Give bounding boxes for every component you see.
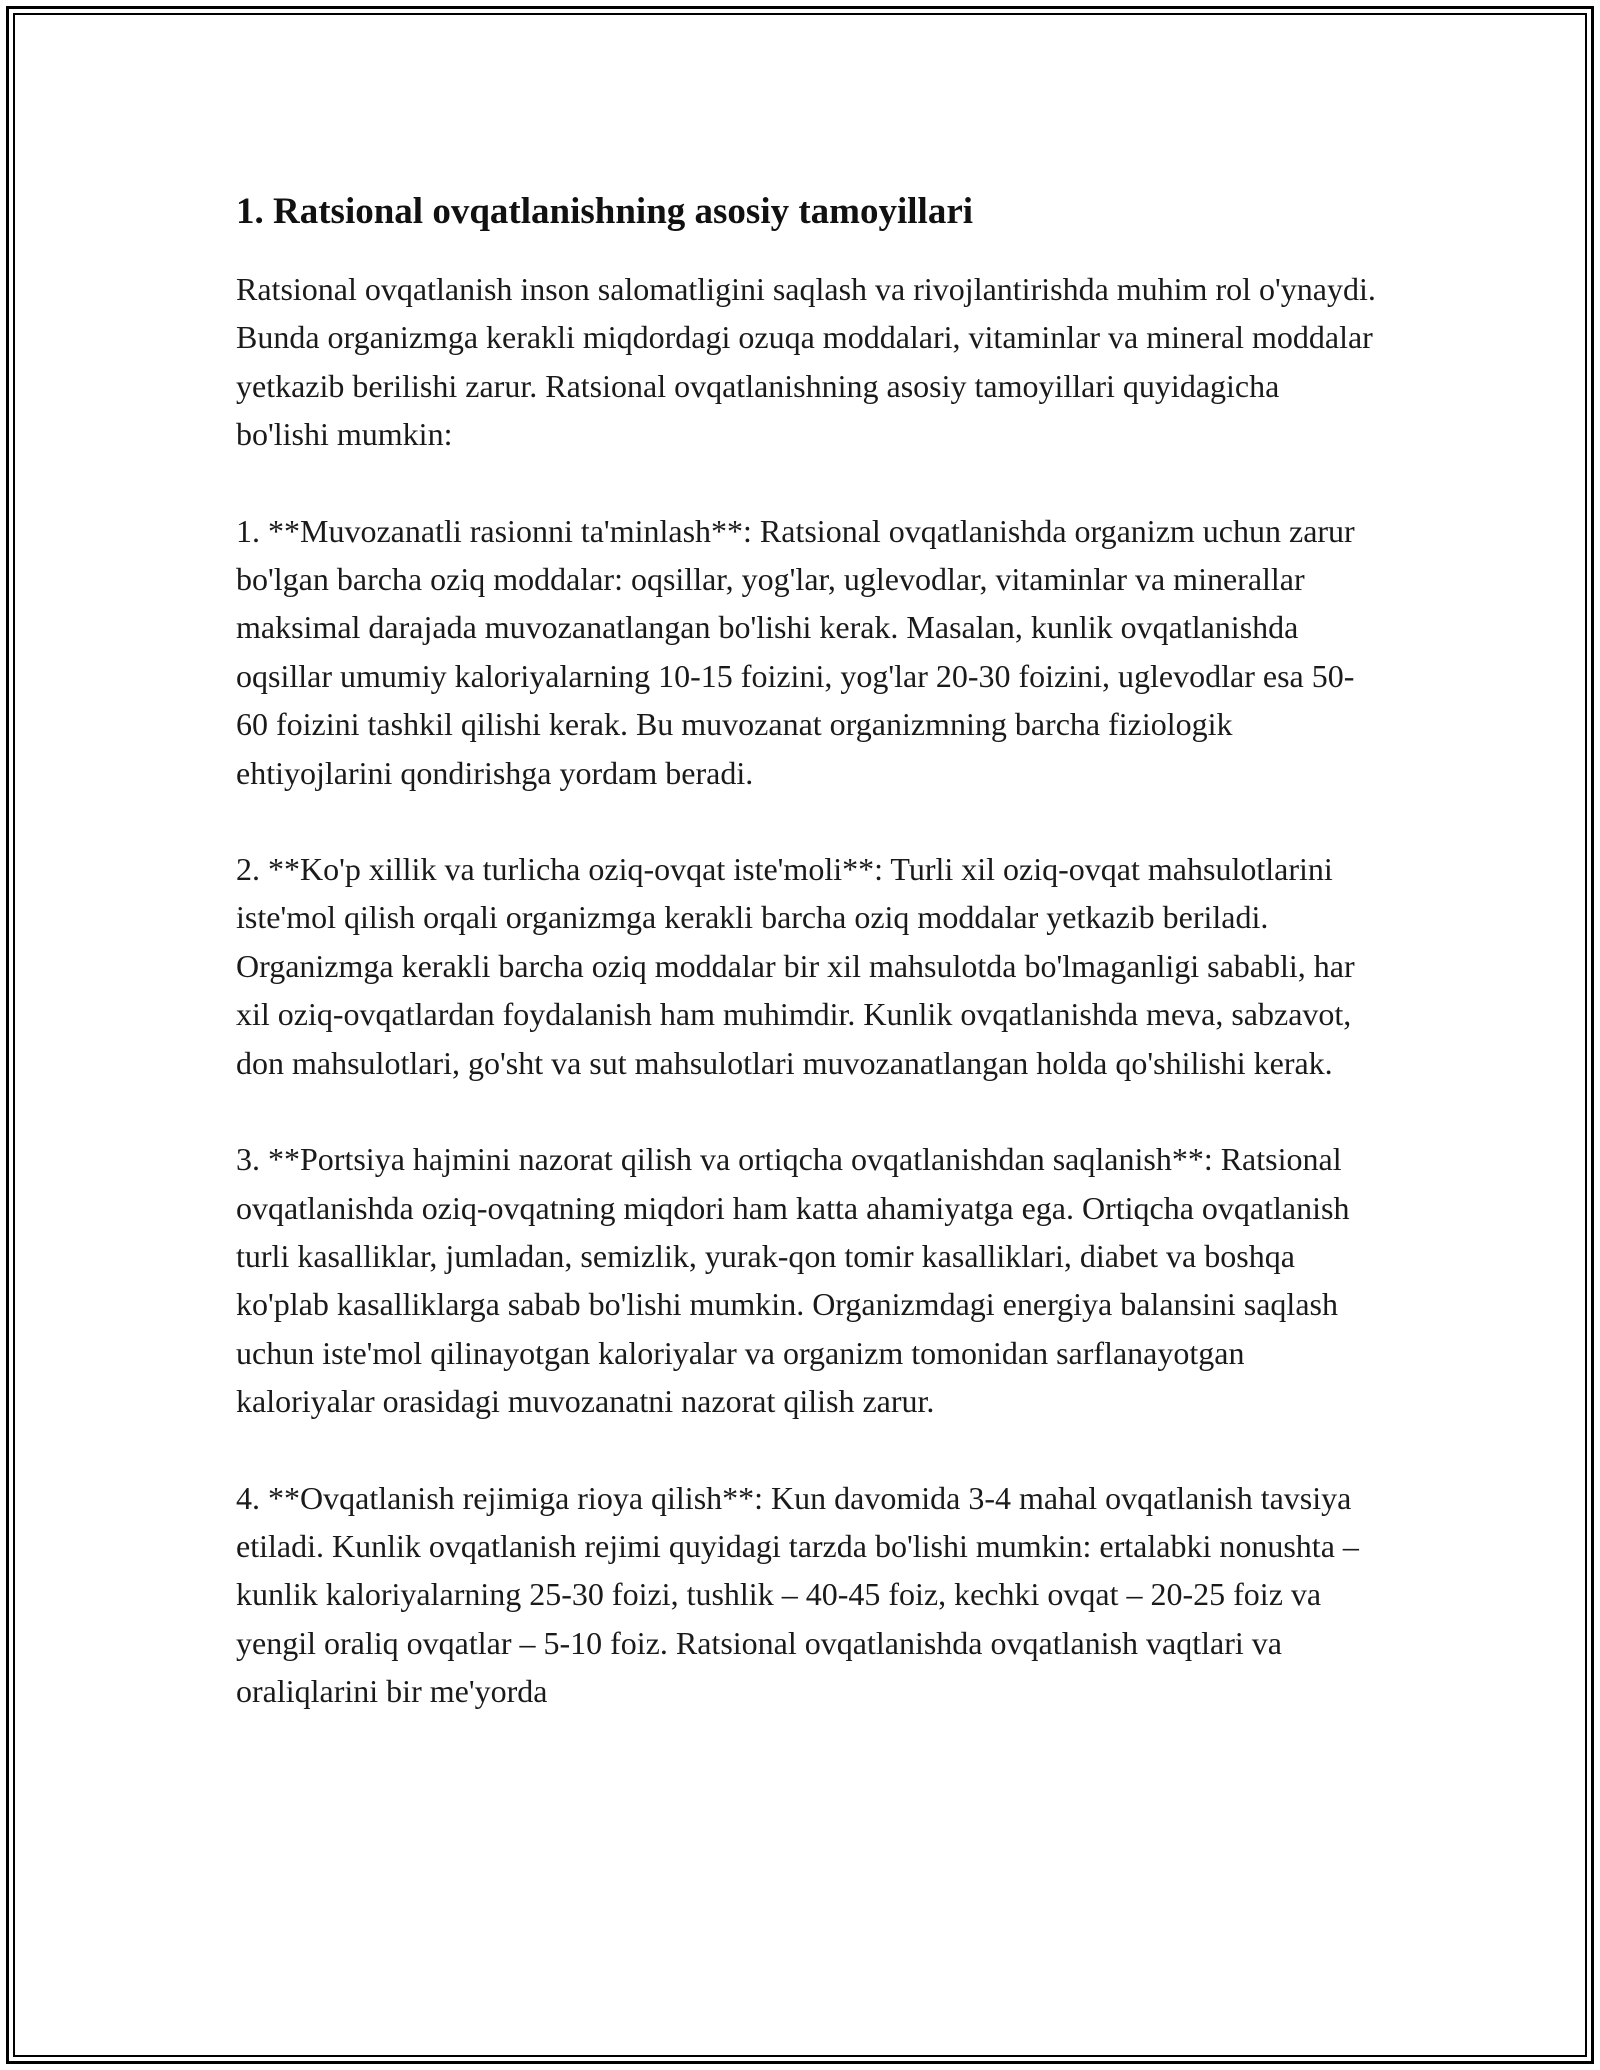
paragraph-list: [236, 265, 1376, 1716]
intro-paragraph: Ratsional ovqatlanish inson salomatligini saqlash va rivojlantirishda muhim rol o'ynaydi. Bunda organizmga kerakli miqdordagi ozuqa moddalari, vitaminlar va mineral moddalar yetkazib berilishi zarur. Ratsional ovqatlanishning asosiy tamoyillari quyidagicha bo'lishi mumkin:: [236, 271, 1376, 453]
principle-2-paragraph: 2. **Ko'p xillik va turlicha oziq-ovqat iste'moli**: Turli xil oziq-ovqat mahsulotlarini iste'mol qilish orqali organizmga kerakli barcha oziq moddalar yetkazib beriladi. Organizmga kerakli barcha oziq moddalar bir xil mahsulotda bo'lmaganligi sababli, har xil oziq-ovqatlardan foydalanish ham muhimdir. Kunlik ovqatlanishda meva, sabzavot, don mahsulotlari, go'sht va sut mahsulotlari muvozanatlangan holda qo'shilishi kerak.: [236, 851, 1355, 1081]
principle-1-paragraph: 1. **Muvozanatli rasionni ta'minlash**: Ratsional ovqatlanishda organizm uchun zarur bo'lgan barcha oziq moddalar: oqsillar, yog'lar, uglevodlar, vitaminlar va minerallar maksimal darajada muvozanatlangan bo'lishi kerak. Masalan, kunlik ovqatlanishda oqsillar umumiy kaloriyalarning 10-15 foizini, yog'lar 20-30 foizini, uglevodlar esa 50-60 foizini tashkil qilishi kerak. Bu muvozanat organizmning barcha fiziologik ehtiyojlarini qondirishga yordam beradi.: [236, 512, 1355, 791]
document-body: [236, 188, 1376, 1764]
principle-4-paragraph: 4. **Ovqatlanish rejimiga rioya qilish**: Kun davomida 3-4 mahal ovqatlanish tavsiya etiladi. Kunlik ovqatlanish rejimi quyidagi tarzda bo'lishi mumkin: ertalabki nonushta – kunlik kaloriyalarning 25-30 foizi, tushlik – 40-45 foiz, kechki ovqat – 20-25 foiz va yengil oraliq ovqatlar – 5-10 foiz. Ratsional ovqatlanishda ovqatlanish vaqtlari va oraliqlarini bir me'yorda: [236, 1479, 1359, 1710]
principle-3-paragraph: 3. **Portsiya hajmini nazorat qilish va ortiqcha ovqatlanishdan saqlanish**: Ratsional ovqatlanishda oziq-ovqatning miqdori ham katta ahamiyatga ega. Ortiqcha ovqatlanish turli kasalliklar, jumladan, semizlik, yurak-qon tomir kasalliklari, diabet va boshqa ko'plab kasalliklarga sabab bo'lishi mumkin. Organizmdagi energiya balansini saqlash uchun iste'mol qilinayotgan kaloriyalar va organizm tomonidan sarflanayotgan kaloriyalar orasidagi muvozanatni nazorat qilish zarur.: [236, 1141, 1350, 1420]
section-heading: 1. Ratsional ovqatlanishning asosiy tamoyillari: [236, 191, 974, 232]
